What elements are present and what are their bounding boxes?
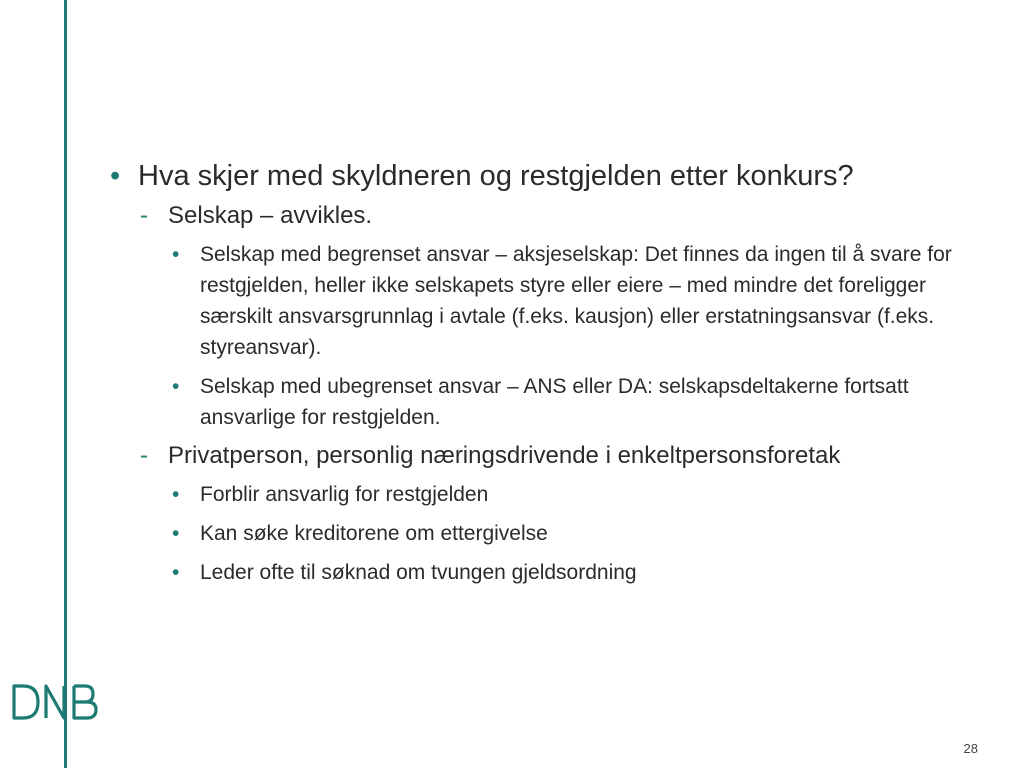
bullet-level3 [168, 371, 988, 433]
bullet-level3 [168, 479, 988, 510]
bullet-icon: • [172, 561, 180, 584]
dash-icon: - [140, 202, 148, 229]
slide-content [108, 158, 988, 596]
dash-icon: - [140, 442, 148, 469]
bullet-text: Selskap med ubegrenset ansvar – ANS eller DA: selskapsdeltakerne fortsatt ansvarlige for restgjelden. [200, 375, 909, 429]
bullet-level3 [168, 239, 988, 363]
vertical-accent-line [64, 0, 67, 768]
bullet-icon: • [172, 243, 180, 266]
page-number: 28 [963, 741, 978, 756]
bullet-text: Kan søke kreditorene om ettergivelse [200, 522, 548, 545]
dnb-logo [10, 672, 102, 732]
bullet-level3 [168, 518, 988, 549]
bullet-text: Hva skjer med skyldneren og restgjelden etter konkurs? [138, 160, 854, 192]
bullet-text: Forblir ansvarlig for restgjelden [200, 483, 489, 506]
bullet-icon: • [110, 160, 121, 192]
bullet-level2 [138, 441, 988, 471]
bullet-text: Selskap med begrenset ansvar – aksjeselskap: Det finnes da ingen til å svare for restgjelden, heller ikke selskapets styre eller eiere – med mindre det foreligger særskilt ansvarsgrunnlag i avtale (f.eks. kausjon) eller erstatningsansvar (f.eks. styreansvar). [200, 243, 952, 359]
bullet-icon: • [172, 375, 180, 398]
bullet-level1 [108, 158, 988, 195]
bullet-text: Selskap – avvikles. [168, 202, 373, 229]
bullet-icon: • [172, 483, 180, 506]
bullet-level3 [168, 557, 988, 588]
bullet-text: Privatperson, personlig næringsdrivende i enkeltpersonsforetak [168, 442, 841, 469]
bullet-text: Leder ofte til søknad om tvungen gjeldsordning [200, 561, 637, 584]
bullet-level2 [138, 201, 988, 231]
bullet-icon: • [172, 522, 180, 545]
